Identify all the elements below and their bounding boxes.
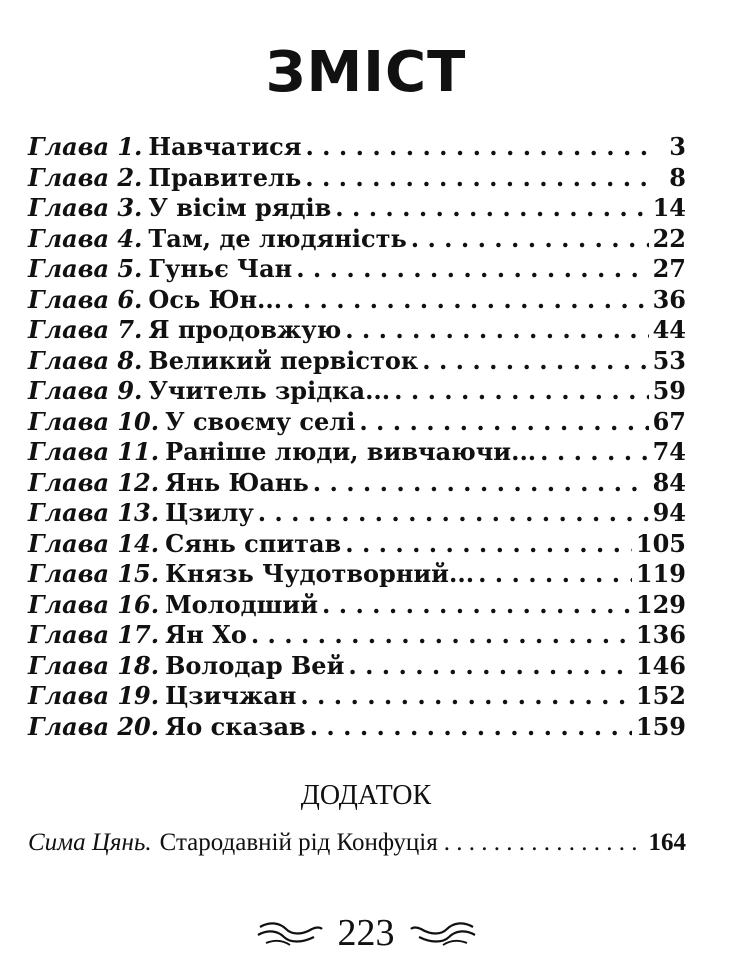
page-number: 152 — [635, 681, 686, 710]
dot-leader — [322, 590, 632, 621]
page-number: 67 — [652, 406, 686, 436]
toc-entry — [28, 681, 686, 712]
toc-entry — [28, 468, 686, 499]
chapter-number: Глава 1. — [28, 132, 143, 161]
page-number: 14 — [652, 193, 686, 222]
toc-entry — [28, 346, 686, 377]
toc-entry — [28, 620, 686, 651]
toc-entry — [28, 193, 686, 224]
dot-leader — [300, 681, 632, 712]
appendix-title: Стародавній рід Конфуція — [159, 829, 438, 856]
toc-entry — [28, 651, 686, 682]
toc-entry — [28, 285, 686, 316]
chapter-number: Глава 9. — [28, 376, 143, 405]
folio-page-number: 223 — [337, 912, 395, 954]
toc-entry — [28, 376, 686, 407]
dot-leader — [251, 620, 632, 651]
page-title: ЗМІСТ — [265, 40, 467, 105]
chapter-title: У вісім рядів — [148, 193, 332, 222]
chapter-title: Цзичжан — [165, 681, 297, 710]
dot-leader — [305, 132, 658, 163]
appendix-author: Сима Цянь. — [28, 829, 152, 856]
page-number: 27 — [652, 254, 686, 283]
appendix-page-number: 164 — [648, 829, 686, 856]
chapter-title: Навчатися — [148, 132, 302, 161]
chapter-number: Глава 12. — [28, 467, 160, 497]
appendix-heading: ДОДАТОК — [300, 780, 432, 811]
page-number: 119 — [635, 559, 686, 588]
toc-entry — [28, 590, 686, 621]
page-number: 159 — [635, 711, 686, 741]
chapter-number: Глава 8. — [28, 345, 143, 375]
chapter-title: Князь Чудотворний... — [165, 559, 475, 588]
page-number: 74 — [652, 437, 686, 466]
chapter-title: У своєму селі — [165, 406, 356, 436]
dot-leader — [345, 315, 648, 346]
dot-leader — [444, 825, 643, 861]
dot-leader — [258, 498, 649, 529]
page-footer — [0, 908, 732, 958]
toc-entry — [28, 498, 686, 529]
chapter-title: Янь Юань — [165, 467, 309, 497]
chapter-number: Глава 2. — [28, 162, 143, 192]
dot-leader — [310, 712, 632, 743]
toc-entry — [28, 224, 686, 255]
chapter-title: Великий первісток — [148, 345, 419, 375]
appendix-entry — [28, 825, 686, 861]
toc-entry — [28, 407, 686, 438]
chapter-title: Яо сказав — [165, 711, 306, 741]
page-number: 22 — [652, 223, 686, 253]
toc-entry — [28, 132, 686, 163]
toc-entry — [28, 712, 686, 743]
chapter-number: Глава 18. — [28, 650, 160, 680]
page-number: 105 — [635, 528, 686, 558]
chapter-title: Гуньє Чан — [148, 254, 293, 283]
page-number: 59 — [652, 376, 686, 405]
chapter-title: Учитель зрідка... — [148, 376, 391, 405]
chapter-number: Глава 3. — [28, 193, 143, 222]
chapter-number: Глава 6. — [28, 284, 143, 314]
page-number: 8 — [669, 162, 686, 192]
chapter-number: Глава 13. — [28, 498, 160, 527]
chapter-title: Раніше люди, вивчаючи... — [165, 437, 537, 466]
toc-entry — [28, 254, 686, 285]
chapter-number: Глава 17. — [28, 620, 160, 649]
chapter-number: Глава 14. — [28, 528, 160, 558]
chapter-number: Глава 15. — [28, 559, 160, 588]
dot-leader — [348, 651, 632, 682]
dot-leader — [296, 254, 648, 285]
toc-entry — [28, 559, 686, 590]
dot-leader — [305, 163, 658, 194]
dot-leader — [345, 529, 632, 560]
chapter-title: Правитель — [148, 162, 302, 192]
toc-entry — [28, 315, 686, 346]
chapter-title: Цзилу — [165, 498, 254, 527]
page-number: 84 — [652, 467, 686, 497]
chapter-title: Ось Юн... — [148, 284, 283, 314]
dot-leader — [335, 193, 648, 224]
toc-entry — [28, 163, 686, 194]
chapter-title: Я продовжую — [148, 315, 342, 344]
dot-leader — [313, 468, 649, 499]
chapter-number: Глава 19. — [28, 681, 160, 710]
chapter-title: Сянь спитав — [165, 528, 342, 558]
dot-leader — [411, 224, 649, 255]
dot-leader — [478, 559, 632, 590]
toc-entry — [28, 437, 686, 468]
chapter-number: Глава 11. — [28, 437, 160, 466]
page-number: 94 — [652, 498, 686, 527]
dot-leader — [422, 346, 648, 377]
dot-leader — [359, 407, 648, 438]
page-number: 44 — [652, 315, 686, 344]
page-number: 136 — [635, 620, 686, 649]
page-number: 3 — [669, 132, 686, 161]
swash-ornament-icon — [256, 919, 324, 947]
chapter-title: Там, де людяність — [148, 223, 407, 253]
toc-entry — [28, 529, 686, 560]
page-number: 146 — [635, 650, 686, 680]
chapter-title: Молодший — [165, 589, 319, 619]
dot-leader — [394, 376, 648, 407]
chapter-title: Ян Хо — [165, 620, 247, 649]
chapter-title: Володар Вей — [165, 650, 345, 680]
dot-leader — [540, 437, 648, 468]
chapter-number: Глава 4. — [28, 223, 143, 253]
page-number: 129 — [635, 589, 686, 619]
chapter-number: Глава 5. — [28, 254, 143, 283]
chapter-number: Глава 10. — [28, 406, 160, 436]
chapter-number: Глава 20. — [28, 711, 160, 741]
page-number: 53 — [652, 345, 686, 375]
chapter-number: Глава 7. — [28, 315, 143, 344]
dot-leader — [286, 285, 648, 316]
chapter-number: Глава 16. — [28, 589, 160, 619]
page-number: 36 — [652, 284, 686, 314]
table-of-contents — [28, 132, 686, 742]
swash-ornament-icon — [409, 919, 477, 947]
